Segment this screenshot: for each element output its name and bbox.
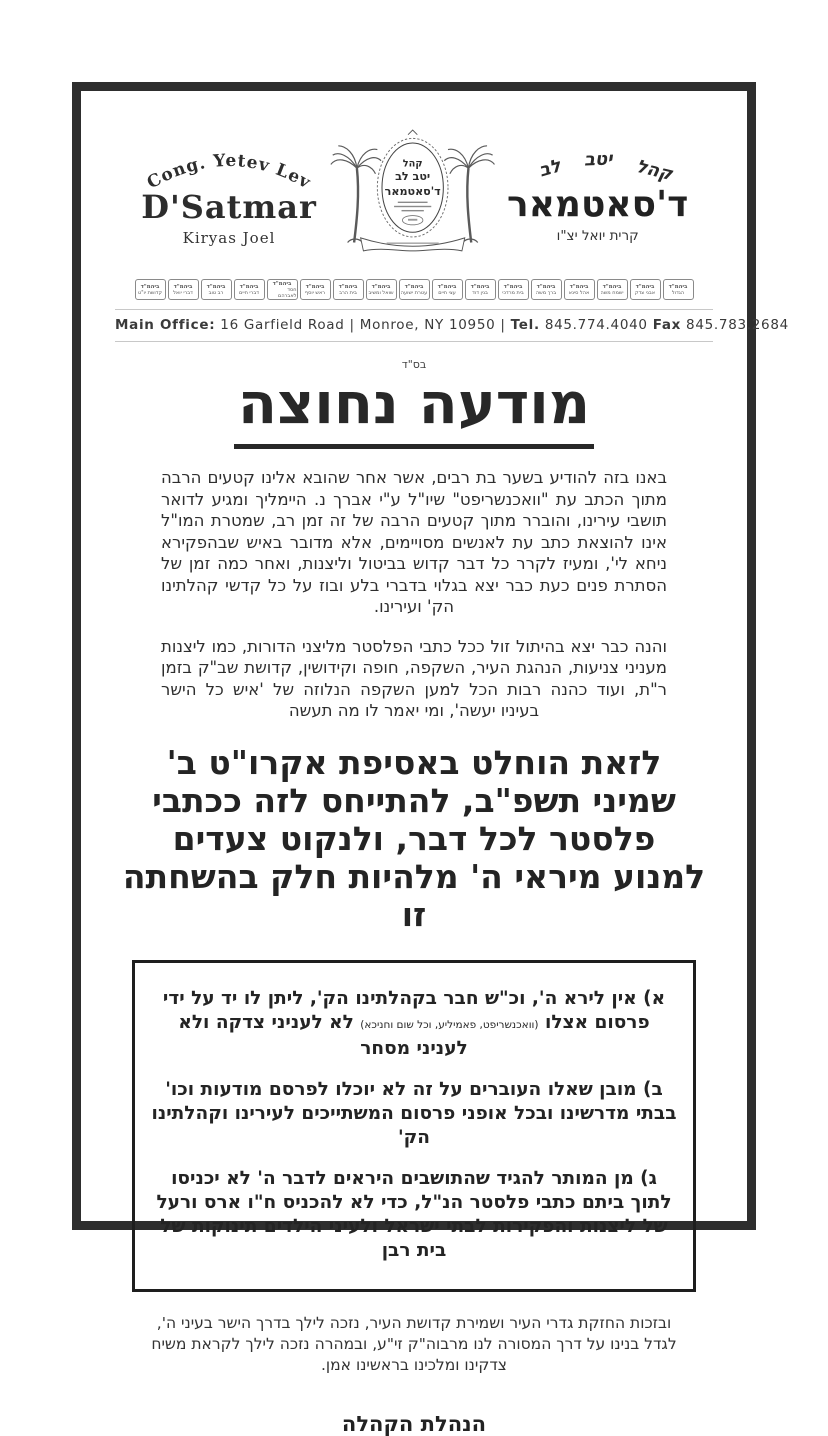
signature: הנהלת הקהלה (341, 1411, 487, 1436)
paragraph-1: באנו בזה להודיע בשער בת רבים, אשר אחר שהובא אלינו קטעים הרבה מתוך הכתב עת "וואכנשריפט" שיו"ל ע"י אברך נ. היימליך ומגיע לדואר תושבי עירינו, והוברר מתוך קטעים הרבה של זה זמן רב, שמטרת המו"ל אינו להוצאת כתב עת לאנשים מסויימים, אלא מדובר באיש שבהפקירא ניחא לי', ומעיז לקרר כל דבר קדוש בביטול וליצנות, ואחר כמה זמן של הסתרת פנים כעת כבר יצא בגלוי בדברי בלע ובוז על כל קדשי קהלתינו הק' ועירינו. (161, 468, 667, 617)
fax-label: Fax (652, 317, 682, 333)
congregation-name-english: D'Satmar (141, 187, 317, 226)
rules-box (132, 960, 696, 1292)
letterhead (107, 125, 721, 267)
arc-text-hebrew: קהל יטב לב (536, 148, 675, 186)
svg-text:קהל: קהל (402, 157, 423, 169)
notice-title: מודעה נחוצה (107, 375, 721, 449)
beis-medrash-badge: ביהמ"ד אהל סינא (564, 279, 595, 300)
rule-item-b (151, 1078, 677, 1150)
rule-g-marker: ג) (640, 1167, 657, 1189)
beis-medrash-badge: ביהמ"ד אבני צדק (630, 279, 661, 300)
logo-english (129, 146, 329, 247)
proclamation: לזאת הוחלט באסיפת אקרו"ט ב' שמיני תשפ"ב, להתייחס לזה ככתבי פלסטר לכל דבר, ולנקוט צעדים למנוע מיראי ה' מלהיות חלק בהשחתה זו (122, 742, 706, 934)
palm-tree-left-icon (331, 145, 381, 242)
rule-g-text: מן המותר להגיד שהתושבים היראים לדבר ה' לא יכניסו לתוך ביתם כתבי פלסטר הנ"ל, כדי לא להכניס ח"ו ארס ורעל של ליצנות והפקירות לבתי ישראל ולעיני הילדים תינוקות של בית רבן (156, 1167, 672, 1261)
palm-tree-emblem (329, 124, 496, 269)
tel-value: 845.774.4040 (544, 317, 648, 333)
palm-tree-right-icon (444, 145, 494, 242)
logo-hebrew (496, 148, 699, 244)
beis-medrash-badge: ביהמ"ד בית הרב (333, 279, 364, 300)
badges-row (107, 279, 721, 300)
rule-item-a (151, 987, 677, 1061)
rule-a-small-text: (וואכנשריפט, פאמיליע, וכל שום וחניכא) (360, 1018, 539, 1031)
rule-a-text-2: לא לעניני צדקה ולא לעניני מסחר (178, 1011, 468, 1059)
beis-medrash-badge: ביהמ"ד ישמח משה (597, 279, 628, 300)
bsd-mark: בס"ד (401, 358, 427, 371)
beis-medrash-badge: ביהמ"ד ראש יוסף (300, 279, 331, 300)
tel-label: Tel. (510, 317, 540, 333)
congregation-city-english: Kiryas Joel (182, 228, 276, 247)
office-label: Main Office: (115, 317, 216, 333)
rule-b-text: מובן שאלו העוברים על זה לא יוכלו לפרסם מודעות וכו' בבתי מדרשינו ובכל אופני פרסום המשתייכים לעירינו וקהלתינו הק' (151, 1078, 677, 1148)
beis-medrash-badge: ביהמ"ד בנין דוד (465, 279, 496, 300)
beis-medrash-badge: ביהמ"ד ברך משה (531, 279, 562, 300)
ribbon-banner (361, 237, 465, 250)
rule-a-text: אין לירא ה', וכ"ש חבר בקהלתינו הק', ליתן לו יד על ידי פרסום אצלו (162, 987, 650, 1033)
svg-text:יטב לב: יטב לב (395, 169, 431, 183)
svg-text:ד'סאטמאר: ד'סאטמאר (384, 184, 441, 198)
beis-medrash-badge: ביהמ"ד שואל ומשיב (366, 279, 397, 300)
beis-medrash-badge: ביהמ"ד קדושת יו"ט (135, 279, 166, 300)
beis-medrash-badge: ביהמ"ד רב טוב (201, 279, 232, 300)
notice-sheet (72, 82, 789, 1436)
congregation-name-hebrew: ד'סאטמאר (507, 184, 689, 225)
beis-medrash-badge: ביהמ"ד עטרת ישועה (399, 279, 430, 300)
sheet-inner (81, 91, 789, 1436)
beis-medrash-badge: ביהמ"ד חסד לאברהם (267, 279, 298, 300)
office-value: 16 Garfield Road | Monroe, NY 10950 | (220, 317, 506, 333)
rule-a-marker: א) (643, 987, 666, 1009)
paragraph-2: והנה כבר יצא בהיתול זול ככל כתבי הפלסטר מליצני הדורות, כמו ליצנות מעניני צניעות, הנהגת העיר, השקפה, חופה וקידושין, קדושת שב"ק בזמן ר"ת, ועוד כהנה רבות הכל למען השקפה הנלוזה של 'איש כל הישר בעיניו יעשה', ומי יאמר לו מה תעשה (161, 636, 667, 721)
fax-value: 845.783.2684 (686, 317, 789, 333)
rule-b-marker: ב) (643, 1078, 663, 1100)
beis-medrash-badge: ביהמ"ד דברי חיים (234, 279, 265, 300)
beis-medrash-badge: ביהמ"ד עצי חיים (432, 279, 463, 300)
congregation-city-hebrew: קרית יואל יצ"ו (556, 228, 639, 244)
beis-medrash-badge: ביהמ"ד דברי יואל (168, 279, 199, 300)
address-line (115, 309, 789, 342)
closing-paragraph: ובזכות החזקת גדרי העיר ושמירת קדושת העיר, נזכה לילך בדרך הישר בעיני ה', לגדל בנינו על דרך המסורה לנו מרבוה"ק זי"ע, ובמהרה נזכה לילך לקראת משיח צדקינו ומלכינו בראשינו אמן. (151, 1313, 677, 1374)
beis-medrash-badge: ביהמ"ד הגדול (663, 279, 694, 300)
beis-medrash-badge: ביהמ"ד בית מרדכי (498, 279, 529, 300)
svg-text:Cong. Yetev Lev: Cong. Yetev Lev (143, 150, 315, 193)
rule-item-g (151, 1167, 677, 1263)
